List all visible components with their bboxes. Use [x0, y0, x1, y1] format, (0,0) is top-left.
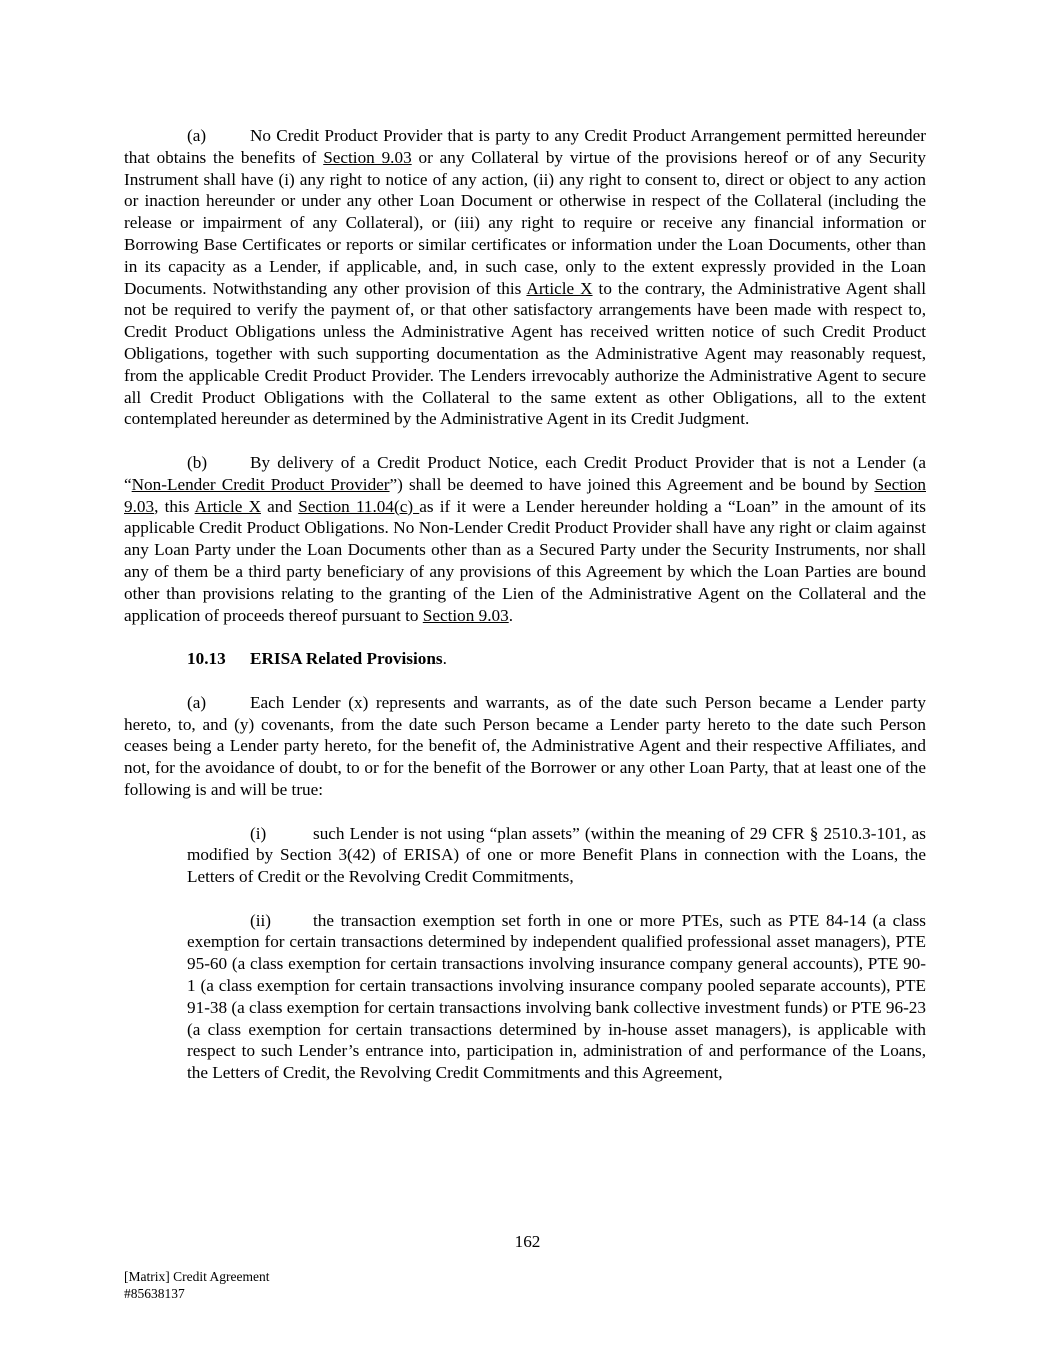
list-item-marker: (ii) [250, 910, 271, 930]
paragraph-text: Each Lender (x) represents and warrants, as of the date such Person became a Lender party hereto, to, and (y) covenants, from the date such Person became a Lender party hereto to the date such Person ceases being a Lender party hereto, for the benefit of, the Administrative Agent and their respective Affiliates, and not, for the avoidance of doubt, to or for the benefit of the Borrower or any other Loan Party, that at least one of the following is and will be true: [124, 692, 926, 799]
section-9-03-reference: Section 9.03 [124, 474, 926, 516]
article-x-reference: Article X [194, 496, 261, 516]
paragraph-marker: (a) [187, 126, 207, 145]
document-body [124, 125, 926, 1106]
paragraph-text: , this [154, 496, 195, 516]
section-heading [187, 648, 926, 670]
paragraph-10-13-a [124, 692, 926, 801]
paragraph-text: By delivery of a Credit Product Notice, each Credit Product Provider that is not a Lender (a “ [124, 452, 926, 494]
page-number: 162 [514, 1232, 541, 1251]
article-x-reference: Article X [526, 278, 593, 298]
paragraph-text: or any Collateral by virtue of the provisions hereof or of any Security Instrument shall have (i) any right to notice of any action, (ii) any right to consent to, direct or object to any action or inaction hereunder or under any other Loan Document or otherwise in respect of the Collateral (including the release or impairment of any Collateral), or (iii) any right to require or receive any financial information or Borrowing Base Certificates or reports or similar certificates or information under the Loan Documents, other than in its capacity as a Lender, if applicable, and, in such case, only to the extent expressly provided in the Loan Documents. Notwithstanding any other provision of this [124, 147, 926, 298]
list-item-marker: (i) [250, 823, 267, 843]
list-item-ii [187, 910, 926, 1084]
paragraph-text: as if it were a Lender hereunder holding a “Loan” in the amount of its applicable Credit Product Obligations. No Non-Lender Credit Product Provider shall have any right or claim against any Loan Party under the Loan Documents other than as a Secured Party under the Security Instruments, nor shall any of them be a third party beneficiary of any provisions of this Agreement by which the Loan Parties are bound other than provisions relating to the granting of the Lien of the Administrative Agent on the Collateral and the application of proceeds thereof pursuant to [124, 496, 926, 625]
list-item-i [187, 823, 926, 888]
paragraph-b [124, 452, 926, 626]
paragraph-marker: (a) [187, 692, 207, 712]
footer [124, 1268, 269, 1302]
section-9-03-reference: Section 9.03 [323, 147, 412, 167]
section-number: 10.13 [187, 649, 226, 669]
paragraph-text: and [260, 496, 299, 516]
paragraph-text: to the contrary, the Administrative Agent shall not be required to verify the payment of, or that other satisfactory arrangements have been made with respect to, Credit Product Obligations unless the Administrative Agent has received written notice of such Credit Product Obligations, together with such supporting documentation as the Administrative Agent may reasonably request, from the applicable Credit Product Provider. The Lenders irrevocably authorize the Administrative Agent to secure all Credit Product Obligations with the Collateral to the same extent as other Obligations, all to the extent contemplated hereunder as determined by the Administrative Agent in its Credit Judgment. [124, 278, 926, 429]
paragraph-text: ”) shall be deemed to have joined this Agreement and be bound by [389, 474, 875, 494]
section-title: ERISA Related Provisions [250, 649, 443, 669]
section-11-04c-reference: Section 11.04(c) [298, 496, 420, 516]
paragraph-text: No Credit Product Provider that is party to any Credit Product Arrangement permitted hereunder that obtains the benefits of [124, 126, 926, 167]
paragraph-a [124, 125, 926, 430]
footer-document-title: [Matrix] Credit Agreement [124, 1269, 270, 1284]
defined-term-non-lender-credit-product-provider: Non-Lender Credit Product Provider [131, 474, 390, 494]
section-9-03-reference: Section 9.03 [422, 605, 509, 625]
paragraph-marker: (b) [187, 452, 208, 472]
list-item-text: the transaction exemption set forth in one or more PTEs, such as PTE 84-14 (a class exemption for certain transactions determined by independent qualified professional asset managers), PTE 95-60 (a class exemption for certain transactions involving insurance company general accounts), PTE 90-1 (a class exemption for certain transactions involving insurance company pooled separate accounts), PTE 91-38 (a class exemption for certain transactions involving bank collective investment funds) or PTE 96-23 (a class exemption for certain transactions determined by in-house asset managers), is applicable with respect to such Lender’s entrance into, participation in, administration of and performance of the Loans, the Letters of Credit, the Revolving Credit Commitments and this Agreement, [187, 910, 926, 1083]
paragraph-text: . [508, 605, 514, 625]
list-item-text: such Lender is not using “plan assets” (within the meaning of 29 CFR § 2510.3-101, as modified by Section 3(42) of ERISA) of one or more Benefit Plans in connection with the Loans, the Letters of Credit or the Revolving Credit Commitments, [187, 823, 926, 887]
footer-document-id: #85638137 [124, 1286, 185, 1301]
section-title-period: . [442, 649, 447, 669]
